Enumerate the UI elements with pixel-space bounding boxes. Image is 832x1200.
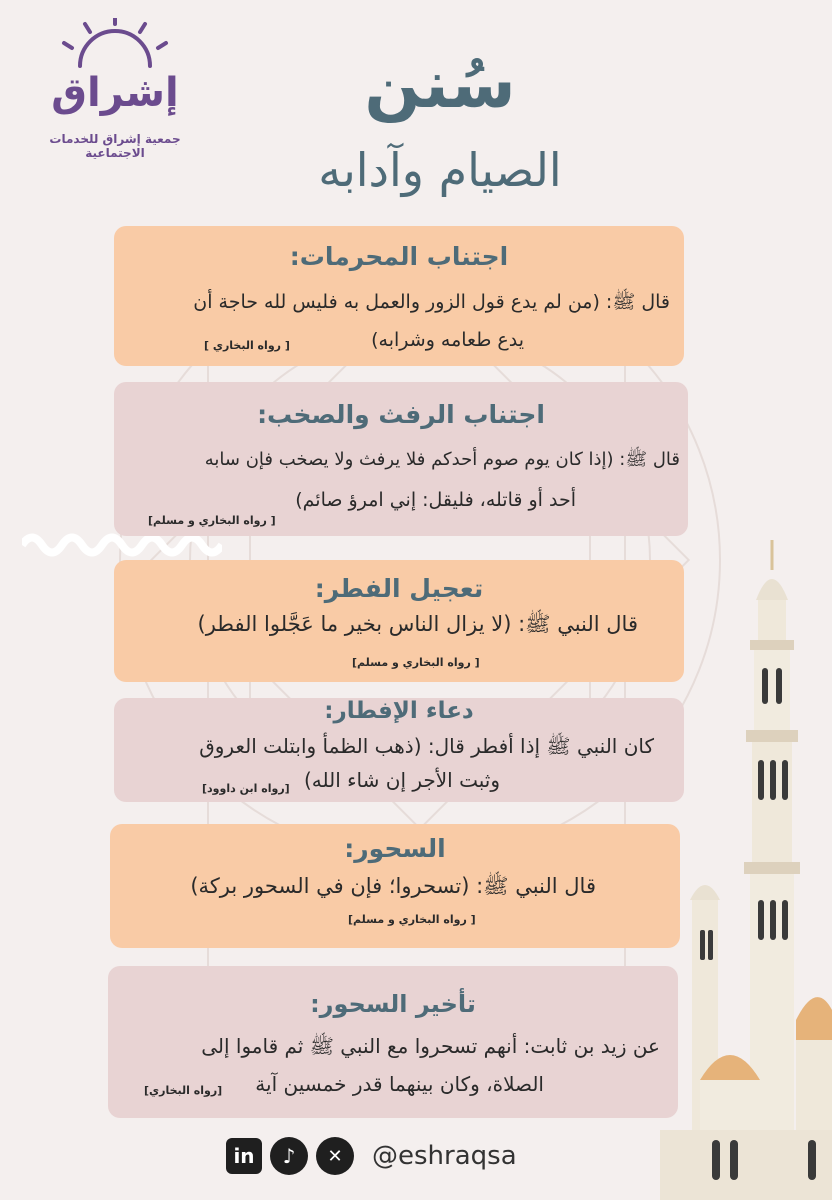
- social-footer: [226, 1136, 517, 1176]
- tiktok-icon[interactable]: [270, 1137, 308, 1175]
- card-text-line: الصلاة، وكان بينهما قدر خمسين آية: [255, 1072, 544, 1096]
- card-text-line: أحد أو قاتله، فليقل: إني امرؤ صائم): [295, 489, 576, 511]
- x-icon[interactable]: [316, 1137, 354, 1175]
- card-heading: اجتناب المحرمات:: [289, 242, 509, 271]
- logo: [30, 18, 200, 158]
- mosque-illustration: [660, 540, 832, 1200]
- card-text-line: عن زيد بن ثابت: أنهم تسحروا مع النبي ﷺ ثم قاموا إلى: [201, 1034, 660, 1058]
- card-reference: [رواه البخاري]: [144, 1084, 223, 1097]
- linkedin-label: in: [233, 1144, 255, 1168]
- card-avoid-obscenity: [114, 382, 688, 536]
- tiktok-label: ♪: [282, 1144, 296, 1168]
- card-text-line: وثبت الأجر إن شاء الله): [304, 768, 500, 792]
- card-iftar-dua: [114, 698, 684, 802]
- card-hasten-iftar: [114, 560, 684, 682]
- linkedin-icon[interactable]: [226, 1138, 262, 1174]
- card-reference: [ رواه البخاري و مسلم]: [148, 514, 276, 527]
- social-handle[interactable]: @eshraqsa: [372, 1141, 517, 1171]
- card-reference: [ رواه البخاري و مسلم]: [348, 913, 476, 926]
- page-subtitle: الصيام وآدابه: [318, 143, 562, 197]
- card-suhoor: [110, 824, 680, 948]
- card-text-line: يدع طعامه وشرابه): [371, 329, 524, 351]
- card-avoid-prohibitions: [114, 226, 684, 366]
- card-text-line: قال ﷺ: (إذا كان يوم صوم أحدكم فلا يرفث ولا يصخب فإن سابه: [204, 449, 680, 470]
- card-reference: [رواه ابن داوود]: [202, 782, 290, 795]
- logo-tagline: جمعية إشراق للخدمات الاجتماعية: [49, 132, 181, 160]
- x-label: ✕: [327, 1145, 343, 1167]
- card-reference: [ رواه البخاري ]: [204, 339, 290, 352]
- card-reference: [ رواه البخاري و مسلم]: [352, 656, 480, 669]
- card-text-line: قال النبي ﷺ: (لا يزال الناس بخير ما عَجَّلوا الفطر): [197, 612, 638, 636]
- card-heading: اجتناب الرفث والصخب:: [257, 400, 545, 429]
- card-heading: تأخير السحور:: [310, 990, 476, 1018]
- page-title: سُنن: [364, 46, 516, 123]
- card-heading: السحور:: [344, 834, 446, 863]
- card-heading: دعاء الإفطار:: [324, 698, 474, 724]
- logo-name: إشراق: [51, 70, 179, 116]
- card-text-line: كان النبي ﷺ إذا أفطر قال: (ذهب الظمأ وابتلت العروق: [199, 734, 654, 758]
- card-delay-suhoor: [108, 966, 678, 1118]
- card-text-line: قال ﷺ: (من لم يدع قول الزور والعمل به فليس لله حاجة أن: [193, 291, 670, 313]
- card-text-line: قال النبي ﷺ: (تسحروا؛ فإن في السحور بركة): [190, 874, 596, 898]
- card-heading: تعجيل الفطر:: [314, 574, 484, 603]
